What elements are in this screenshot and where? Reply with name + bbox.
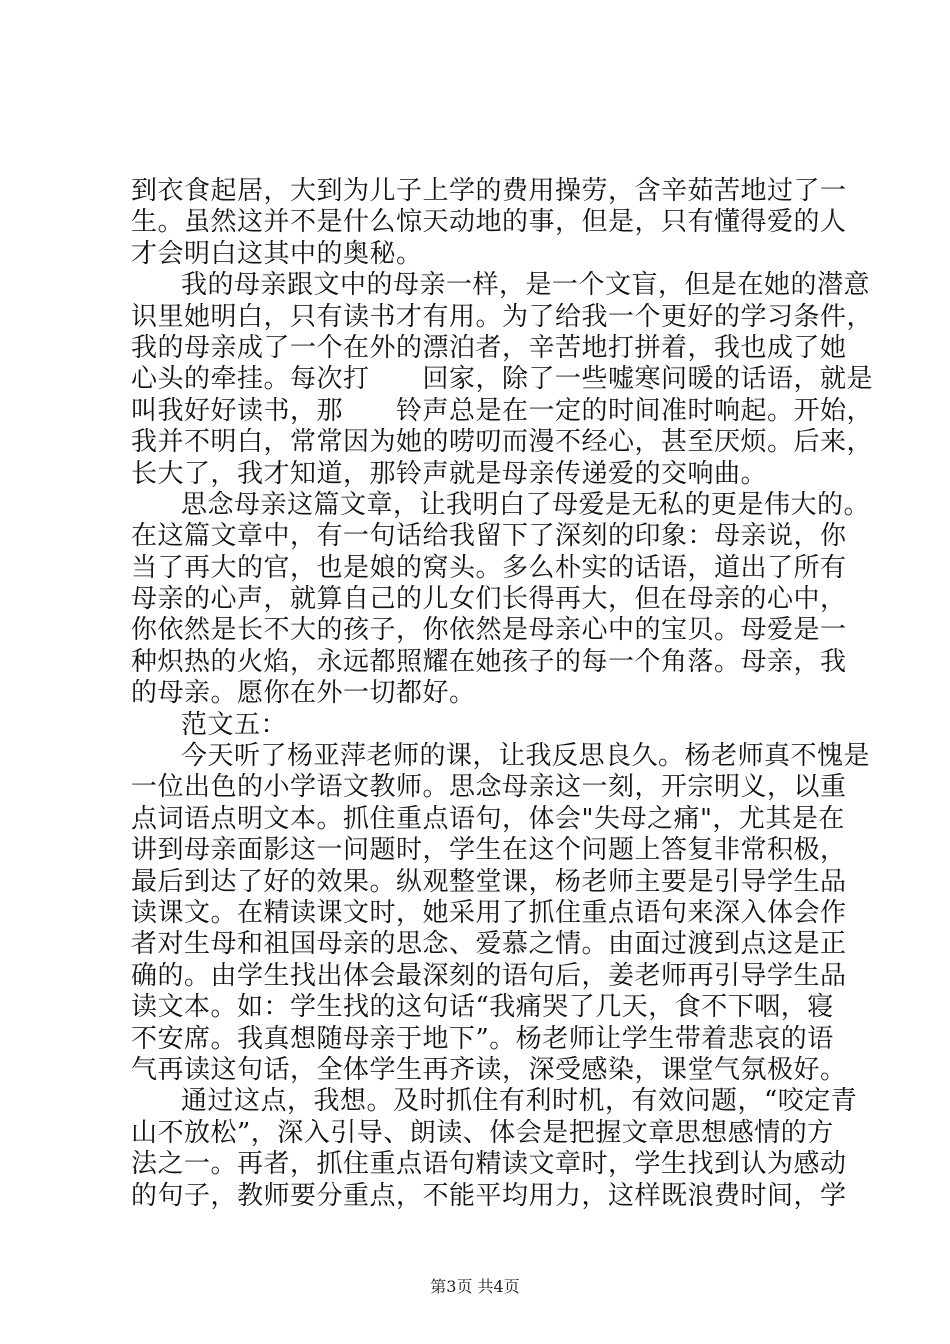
text-line: 一位出色的小学语文教师。思念母亲这一刻，开宗明义，以重: [131, 772, 847, 803]
text-line: 当了再大的官，也是娘的窝头。多么朴实的话语，道出了所有: [131, 552, 847, 583]
text-line: 叫我好好读书，那 铃声总是在一定的时间准时响起。开始，: [131, 395, 874, 426]
text-line: 范文五：: [181, 709, 288, 740]
text-line: 气再读这句话，全体学生再齐读，深受感染，课堂气氛极好。: [131, 1054, 847, 1085]
text-line: 的母亲。愿你在外一切都好。: [131, 678, 476, 709]
text-line: 思念母亲这篇文章，让我明白了母爱是无私的更是伟大的。: [181, 489, 871, 520]
text-line: 的句子，教师要分重点，不能平均用力，这样既浪费时间，学: [131, 1180, 847, 1211]
text-line: 读文本。如：学生找的这句话“我痛哭了几天，食不下咽，寝: [131, 992, 834, 1023]
text-line: 法之一。再者，抓住重点语句精读文章时，学生找到认为感动: [131, 1149, 847, 1180]
text-line: 心头的牵挂。每次打 回家，除了一些嘘寒问暖的话语，就是: [131, 364, 874, 395]
text-line: 今天听了杨亚萍老师的课，让我反思良久。杨老师真不愧是: [181, 741, 871, 772]
text-line: 山不放松”，深入引导、朗读、体会是把握文章思想感情的方: [131, 1117, 834, 1148]
text-line: 母亲的心声，就算自己的儿女们长得再大，但在母亲的心中，: [131, 584, 847, 615]
text-line: 点词语点明文本。抓住重点语句，体会"失母之痛"，尤其是在: [131, 803, 845, 834]
document-body: [131, 176, 874, 1212]
text-line: 不安席。我真想随母亲于地下”。杨老师让学生带着悲哀的语: [131, 1023, 834, 1054]
text-line: 你依然是长不大的孩子，你依然是母亲心中的宝贝。母爱是一: [131, 615, 847, 646]
text-line: 我并不明白，常常因为她的唠叨而漫不经心，甚至厌烦。后来，: [131, 427, 874, 458]
page-number-footer: 第3页 共4页: [430, 1277, 520, 1296]
text-line: 长大了，我才知道，那铃声就是母亲传递爱的交响曲。: [131, 458, 768, 489]
text-line: 到衣食起居，大到为儿子上学的费用操劳，含辛茹苦地过了一: [131, 176, 847, 206]
text-line: 我的母亲成了一个在外的漂泊者，辛苦地打拼着，我也成了她: [131, 332, 847, 363]
text-line: 种炽热的火焰，永远都照耀在她孩子的每一个角落。母亲，我: [131, 646, 847, 677]
text-line: 生。虽然这并不是什么惊天动地的事，但是，只有懂得爱的人: [131, 207, 847, 238]
text-line: 讲到母亲面影这一问题时，学生在这个问题上答复非常积极，: [131, 835, 847, 866]
text-line: 者对生母和祖国母亲的思念、爱慕之情。由面过渡到点这是正: [131, 929, 847, 960]
text-line: 我的母亲跟文中的母亲一样，是一个文盲，但是在她的潜意: [181, 270, 871, 301]
text-line: 确的。由学生找出体会最深刻的语句后，姜老师再引导学生品: [131, 960, 847, 991]
text-line: 通过这点，我想。及时抓住有利时机，有效问题，“咬定青: [181, 1086, 858, 1117]
text-line: 才会明白这其中的奥秘。: [131, 238, 423, 269]
text-line: 最后到达了好的效果。纵观整堂课，杨老师主要是引导学生品: [131, 866, 847, 897]
text-line: 识里她明白，只有读书才有用。为了给我一个更好的学习条件，: [131, 301, 874, 332]
text-line: 读课文。在精读课文时，她采用了抓住重点语句来深入体会作: [131, 897, 847, 928]
text-line: 在这篇文章中，有一句话给我留下了深刻的印象：母亲说，你: [131, 521, 847, 552]
